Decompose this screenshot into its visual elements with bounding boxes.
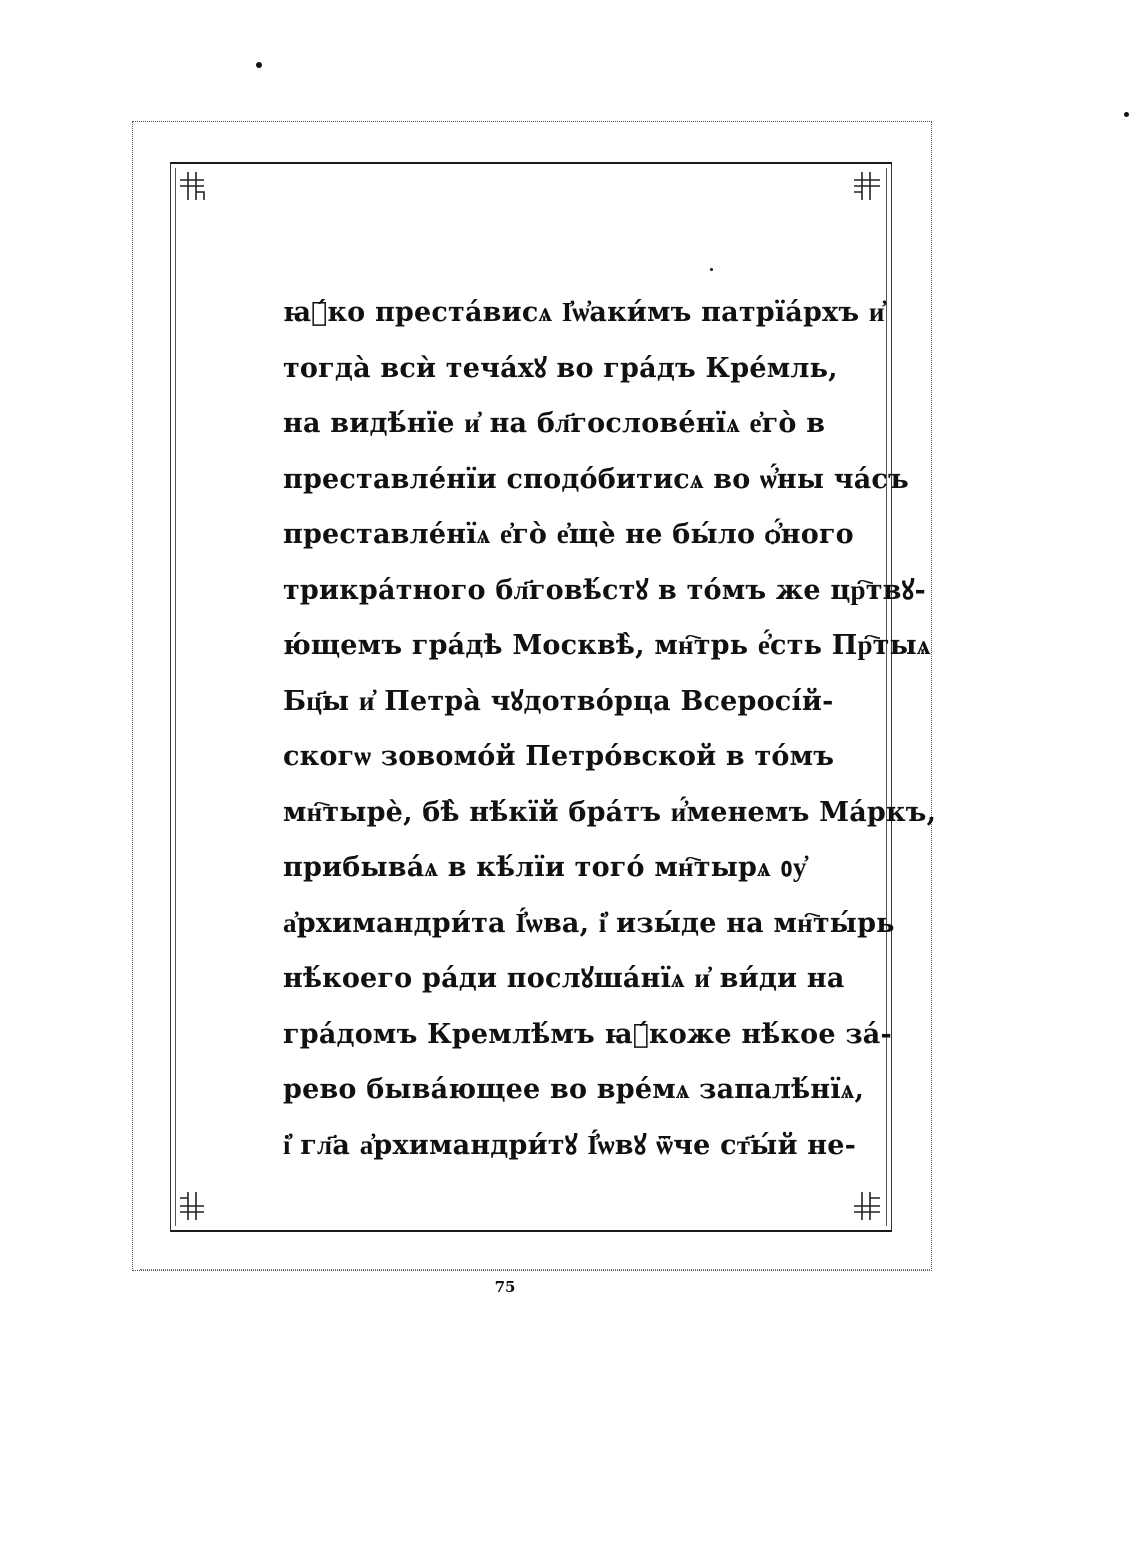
ink-speck (710, 268, 713, 271)
text-line: рево быва́ющее во вре́мѧ запалѣ́нїѧ, (283, 1074, 865, 1105)
outer-bottom-dotted-rule (140, 1269, 930, 1270)
corner-ornament-icon (846, 1186, 886, 1226)
text-line: преставле́нїи сподо́битисѧ во ѡ҆́ны ча́съ (283, 463, 909, 495)
text-line: ю́щемъ гра́дѣ Москвѣ̀, мн҇трь е҆́сть Пр҇тыѧ (283, 630, 931, 661)
text-line: нѣ́коего ра́ди послꙋша́нїѧ и҆ ви́ди на (283, 963, 845, 994)
text-line: гра́домъ Кремлѣ́мъ ꙗ҆́коже нѣ́кое за́- (283, 1018, 892, 1050)
corner-ornament-icon (846, 166, 886, 206)
ink-speck (1124, 112, 1129, 117)
text-line: преставле́нїѧ е҆го̀ е҆щѐ не бы́ло ѻ҆́ного (283, 519, 854, 550)
text-line: трикра́тного бл҃говѣ́стꙋ в то́мъ же цр҇твꙋ- (283, 574, 926, 606)
ink-speck (256, 62, 262, 68)
text-line: Бц҃ы и҆ Петра̀ чꙋдотво́рца Всеросі́й- (283, 685, 834, 717)
page-number: 75 (494, 1278, 516, 1296)
text-line: прибыва́ѧ в кѣ́лїи того́ мн҇тырѧ ᲂу҆ (283, 852, 807, 883)
text-line: мн҇тырѐ, бѣ̀ нѣ́кїй бра́тъ и҆́менемъ Ма́ркъ, (283, 796, 937, 828)
corner-ornament-icon (174, 166, 214, 206)
text-line: ꙗ҆́ко преста́висѧ І҆ѡ҆аки́мъ патрїа́рхъ и҆ (283, 297, 885, 328)
corner-ornament-icon (174, 1186, 214, 1226)
text-line: а҆рхимандри́та І҆́ѡва, і҆ изы́де на мн҇ты́рь (283, 907, 895, 939)
text-line: тогда̀ всѝ теча́хꙋ во гра́дъ Кре́мль, (283, 352, 838, 384)
body-text (283, 285, 937, 1173)
text-line: і҆ гл҃а а҆рхимандри́тꙋ І҆́ѡвꙋ ѿче ст҃ы́й не- (283, 1129, 857, 1161)
text-line: на видѣ́нїе и҆ на бл҃гослове́нїѧ е҆го̀ в (283, 408, 826, 439)
text-line: скогѡ зовомо́й Петро́вской в то́мъ (283, 741, 835, 772)
